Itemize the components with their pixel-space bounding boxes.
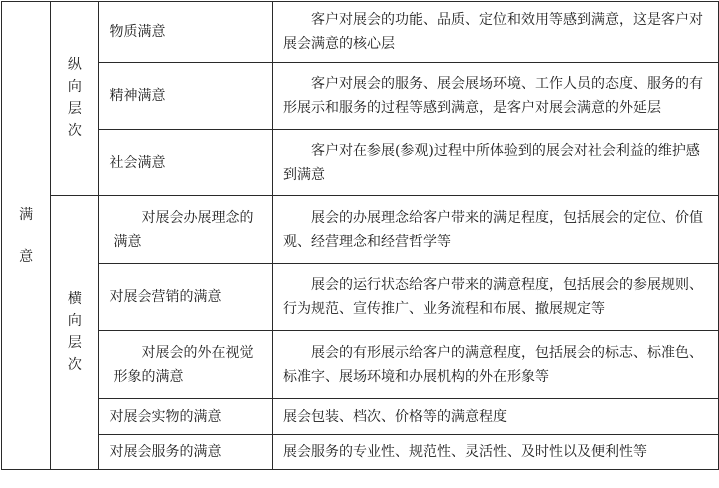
row-name-cell: [99, 130, 272, 196]
row-name: 对展会营销的满意: [109, 289, 222, 305]
row-desc: 展会的办展理念给客户带来的满足程度，包括展会的定位、价值观、经营理念和经营哲学等: [282, 209, 703, 250]
row-name: 对展会实物的满意: [109, 408, 222, 425]
row-name-cell: [99, 196, 272, 264]
row-name-cell: [99, 331, 272, 399]
row-desc-cell: [272, 331, 718, 399]
row-name: 对展会服务的满意: [109, 444, 222, 460]
group-label-horizontal: 横向层次: [67, 291, 82, 373]
row-name: 物质满意: [109, 24, 166, 40]
row-desc: 客户对在参展(参观)过程中所体验到的展会对社会利益的维护感到满意: [282, 142, 700, 183]
row-desc-cell: [272, 2, 718, 63]
row-name-cell: [99, 399, 272, 435]
row-desc-cell: [272, 264, 718, 331]
row-name: 精神满意: [109, 88, 166, 104]
row-name: 社会满意: [109, 154, 166, 171]
row-desc-cell: [272, 196, 718, 264]
row-name: 对展会的外在视觉形象的满意: [113, 344, 254, 385]
row-desc: 展会的有形展示给客户的满意程度，包括展会的标志、标准色、标准字、展场环境和办展机构的外在形象等: [282, 344, 703, 385]
group-cell-horizontal: [51, 196, 99, 470]
row-desc: 客户对展会的服务、展会展场环境、工作人员的态度、服务的有形展示和服务的过程等感到满意，是客户对展会满意的外延层: [282, 76, 703, 116]
row-desc-cell: [272, 435, 718, 470]
row-desc: 展会服务的专业性、规范性、灵活性、及时性以及便利性等: [282, 444, 647, 460]
row-desc: 展会包装、档次、价格等的满意程度: [282, 408, 507, 425]
satisfaction-table: [1, 1, 719, 470]
root-category-label: 满意: [19, 206, 34, 265]
group-label-vertical: 纵向层次: [67, 57, 82, 139]
row-name-cell: [99, 63, 272, 130]
row-name: 对展会办展理念的满意: [113, 209, 254, 250]
row-desc: 客户对展会的功能、品质、定位和效用等感到满意，这是客户对展会满意的核心层: [282, 12, 703, 52]
row-desc: 展会的运行状态给客户带来的满意程度，包括展会的参展规则、行为规范、宣传推广、业务流程和布展、撤展规定等: [282, 277, 703, 317]
group-cell-vertical: [51, 2, 99, 196]
row-desc-cell: [272, 63, 718, 130]
row-desc-cell: [272, 399, 718, 435]
row-name-cell: [99, 435, 272, 470]
row-desc-cell: [272, 130, 718, 196]
row-name-cell: [99, 264, 272, 331]
root-category-cell: [2, 2, 51, 470]
row-name-cell: [99, 2, 272, 63]
